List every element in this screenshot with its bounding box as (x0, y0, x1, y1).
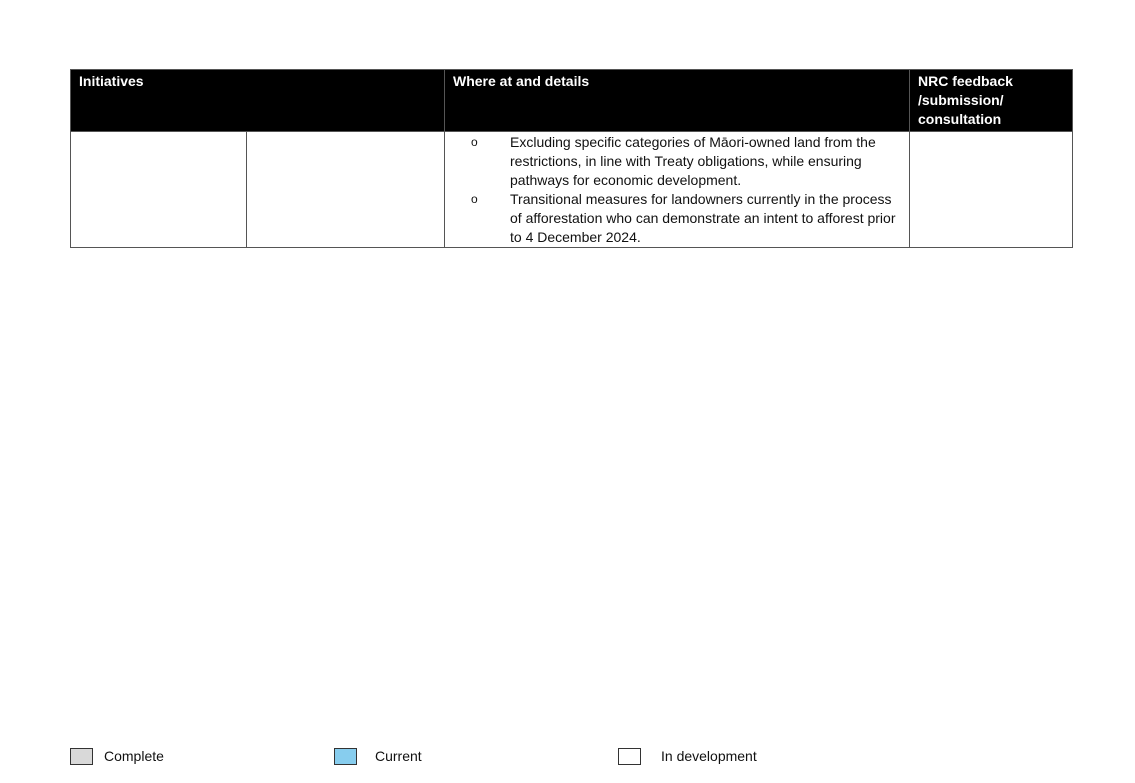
in-development-swatch-icon (618, 748, 641, 765)
status-legend (0, 746, 1135, 768)
details-cell (445, 132, 910, 248)
hollow-bullet-icon: o (471, 192, 478, 206)
legend-item-in-development (618, 746, 757, 766)
header-initiatives: Initiatives (71, 70, 445, 132)
feedback-cell (910, 132, 1073, 248)
header-nrc-feedback: NRC feedback /submission/ consultation (910, 70, 1073, 132)
legend-label: In development (661, 748, 757, 764)
legend-label: Complete (104, 748, 164, 764)
details-bullet-list (445, 132, 909, 247)
bullet-text: Transitional measures for landowners currently in the process of afforestation who can demonstrate an intent to afforest prior to 4 December 2024. (510, 191, 896, 245)
header-where-at-and-details: Where at and details (445, 70, 910, 132)
initiative-cell (71, 132, 247, 248)
table-header-row (71, 70, 1073, 132)
initiative-subcell (247, 132, 445, 248)
current-swatch-icon (334, 748, 357, 765)
list-item (445, 190, 903, 247)
initiatives-table (70, 69, 1073, 248)
legend-item-current (334, 746, 422, 766)
hollow-bullet-icon: o (471, 135, 478, 149)
complete-swatch-icon (70, 748, 93, 765)
legend-item-complete (70, 746, 164, 766)
legend-label: Current (375, 748, 422, 764)
list-item (445, 133, 903, 190)
bullet-text: Excluding specific categories of Māori-owned land from the restrictions, in line with Treaty obligations, while ensuring pathways for economic development. (510, 134, 876, 188)
table-row (71, 132, 1073, 248)
